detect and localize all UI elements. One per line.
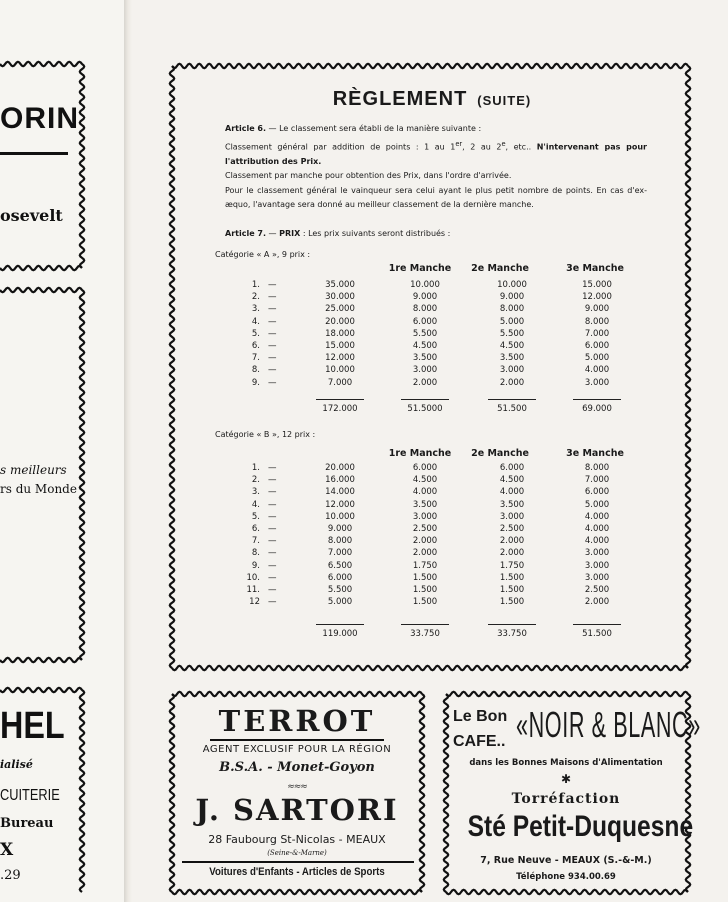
prize-total: 51.500	[497, 404, 527, 414]
prize-cell: 12.000	[582, 292, 612, 303]
prize-cell: 9.000	[499, 292, 525, 303]
prize-total: 33.750	[410, 629, 440, 639]
prize-cell: 9.000	[327, 524, 353, 534]
prize-cell: 10.000	[410, 280, 440, 290]
prize-cell: 3.500	[499, 499, 525, 510]
prize-cell: 3.000	[584, 560, 610, 571]
rank-label: 10.	[246, 572, 260, 583]
prize-total: 172.000	[322, 404, 358, 414]
left-ad-phone: .29	[0, 868, 21, 883]
left-ad-osevelt: osevelt	[0, 206, 63, 225]
prize-cell: 8.000	[584, 463, 610, 473]
prize-cell: 2.500	[412, 524, 438, 534]
rank-label: 7.	[251, 353, 260, 364]
prize-cell: 5.000	[584, 499, 610, 510]
terrot-address: 28 Faubourg St-Nicolas - MEAUX	[208, 833, 386, 846]
prize-cell: 2.000	[499, 548, 525, 559]
prize-cell: 3.500	[412, 499, 438, 510]
prize-cell: 15.000	[325, 341, 355, 351]
sum-rule	[488, 399, 536, 400]
terrot-rule-2	[182, 861, 414, 863]
prize-total: 33.750	[497, 629, 527, 639]
rank-label: 6.	[251, 524, 260, 534]
prize-cell: 1.500	[499, 597, 525, 608]
reglement-title	[175, 88, 689, 111]
prize-cell: 5.500	[499, 328, 525, 339]
prize-cell: 6.500	[327, 560, 353, 571]
prize-cell: 2.500	[584, 585, 610, 595]
prize-cell: 15.000	[582, 280, 612, 290]
manche-header: 1re Manche	[388, 263, 452, 274]
prize-cell: 5.000	[499, 316, 525, 327]
rank-label: 9.	[251, 377, 260, 388]
left-ad-ialise: ialisé	[0, 758, 33, 771]
prize-cell: 3.000	[584, 377, 610, 388]
noir-address: 7, Rue Neuve - MEAUX (S.-&-M.)	[480, 855, 652, 866]
manche-header: 3e Manche	[566, 448, 624, 459]
rank-label: 3.	[251, 304, 260, 315]
article-6-label: Article 6.	[225, 124, 267, 133]
article-6-p3: Pour le classement général le vainqueur sera celui ayant le plus petit nombre de points. En cas d'ex-æquo, l'avantage sera donné au meilleur classement de la dernière manche.	[225, 185, 647, 210]
prize-cell: 2.000	[499, 536, 525, 547]
rank-label: 9.	[251, 560, 260, 571]
prize-cell: 9.000	[584, 304, 610, 315]
rank-dash: —	[268, 597, 277, 608]
noir-cafe: CAFE..	[453, 733, 506, 750]
article-6	[215, 122, 647, 213]
terrot-brand: TERROT	[218, 704, 376, 738]
left-ad-meilleurs: s meilleurs	[0, 463, 67, 477]
prize-cell: 4.500	[499, 475, 525, 486]
noir-brand: «NOIR & BLANC»	[516, 704, 701, 745]
terrot-squiggle: ≈≈≈	[287, 782, 307, 792]
rank-dash: —	[268, 292, 277, 303]
prize-cell: 8.000	[584, 316, 610, 327]
prize-cell: 2.000	[412, 548, 438, 559]
article-6-p1c: , etc..	[505, 142, 537, 152]
left-ad-monde: rs du Monde	[0, 482, 77, 496]
rank-dash: —	[268, 560, 277, 571]
rank-label: 1.	[251, 463, 260, 473]
prize-cell: 2.500	[499, 524, 525, 534]
rank-dash: —	[268, 499, 277, 510]
rank-dash: —	[268, 548, 277, 559]
sum-rule	[573, 399, 621, 400]
rank-label: 3.	[251, 487, 260, 498]
prize-cell: 7.000	[584, 328, 610, 339]
left-ad-x: X	[0, 840, 14, 860]
manche-header: 3e Manche	[566, 263, 624, 274]
prize-cell: 1.500	[412, 597, 438, 608]
prize-cell: 4.500	[499, 341, 525, 351]
rank-dash: —	[268, 536, 277, 547]
prize-total: 69.000	[582, 404, 612, 414]
prize-cell: 18.000	[325, 328, 355, 339]
prize-cell: 6.000	[412, 316, 438, 327]
rank-dash: —	[268, 341, 277, 351]
prize-cell: 6.000	[584, 341, 610, 351]
rank-dash: —	[268, 524, 277, 534]
prize-cell: 1.750	[412, 560, 438, 571]
rank-label: 7.	[251, 536, 260, 547]
article-6-sup2: e	[501, 139, 506, 148]
left-ad-cuiterie: CUITERIE	[0, 787, 60, 804]
prize-cell: 4.000	[584, 365, 610, 376]
prize-cell: 1.500	[499, 585, 525, 595]
prize-cell: 1.500	[412, 572, 438, 583]
rank-label: 4.	[251, 316, 260, 327]
rank-dash: —	[268, 365, 277, 376]
prize-cell: 1.500	[499, 572, 525, 583]
prize-total: 51.5000	[407, 404, 443, 414]
rank-dash: —	[268, 572, 277, 583]
prize-cell: 3.000	[584, 572, 610, 583]
prize-cell: 7.000	[327, 548, 353, 559]
prize-cell: 6.000	[412, 463, 438, 473]
prize-cell: 5.500	[412, 328, 438, 339]
manche-header: 2e Manche	[471, 448, 529, 459]
prize-cell: 20.000	[325, 463, 355, 473]
rank-dash: —	[268, 304, 277, 315]
noir-dans: dans les Bonnes Maisons d'Alimentation	[469, 758, 663, 768]
star-icon: ✱	[560, 772, 572, 786]
prize-cell: 2.000	[499, 377, 525, 388]
left-border-3	[0, 688, 84, 892]
prize-cell: 4.500	[412, 341, 438, 351]
prize-total: 119.000	[322, 629, 358, 639]
prize-cell: 4.500	[412, 475, 438, 486]
prize-cell: 3.000	[499, 365, 525, 376]
sum-rule	[316, 624, 364, 625]
article-6-sup1: er	[455, 139, 463, 148]
prize-cell: 3.000	[499, 511, 525, 522]
sum-rule	[401, 399, 449, 400]
sum-rule	[401, 624, 449, 625]
rank-label: 4.	[251, 499, 260, 510]
rank-label: 5.	[251, 328, 260, 339]
rank-label: 11.	[246, 585, 260, 595]
prize-cell: 2.000	[412, 536, 438, 547]
sum-rule	[573, 624, 621, 625]
prize-cell: 20.000	[325, 316, 355, 327]
prize-cell: 1.750	[499, 560, 525, 571]
noir-le-bon: Le Bon	[453, 708, 508, 725]
rank-dash: —	[268, 585, 277, 595]
terrot-rule	[210, 739, 384, 741]
noir-torrefaction: Torréfaction	[511, 791, 621, 807]
prize-cell: 35.000	[325, 280, 355, 290]
rank-dash: —	[268, 353, 277, 364]
prize-cell: 12.000	[325, 353, 355, 364]
rank-dash: —	[268, 511, 277, 522]
rank-label: 1.	[251, 280, 260, 290]
article-6-bold: N'intervenant pas pour l'attribution des Prix.	[225, 142, 648, 166]
prize-cell: 2.000	[584, 597, 610, 608]
manche-header: 2e Manche	[471, 263, 529, 274]
left-ad-bureau: Bureau	[0, 816, 54, 831]
prize-total: 51.500	[582, 629, 612, 639]
prize-cell: 4.000	[584, 511, 610, 522]
left-ad-orin: ORIN	[0, 102, 79, 135]
title-suite: (SUITE)	[477, 93, 532, 108]
terrot-footer: Voitures d'Enfants - Articles de Sports	[209, 866, 385, 878]
prize-cell: 4.000	[412, 487, 438, 498]
rank-label: 2.	[251, 292, 260, 303]
left-ad-hel: HEL	[0, 705, 65, 747]
prize-cell: 5.500	[327, 585, 353, 595]
prize-cell: 8.000	[327, 536, 353, 547]
terrot-bsa: B.S.A. - Monet-Goyon	[219, 760, 375, 775]
rank-label: 8.	[251, 548, 260, 559]
prize-cell: 30.000	[325, 292, 355, 303]
prize-cell: 25.000	[325, 304, 355, 315]
sum-rule	[488, 624, 536, 625]
article-6-p1b: , 2 au 2	[462, 142, 502, 152]
article-6-intro: — Le classement sera établi de la manière suivante :	[266, 124, 482, 133]
prize-cell: 5.000	[327, 597, 353, 608]
prize-cell: 6.000	[327, 572, 353, 583]
noir-company: Sté Petit-Duquesne	[467, 810, 694, 843]
prize-cell: 3.000	[412, 365, 438, 376]
prize-cell: 4.000	[584, 536, 610, 547]
rank-dash: —	[268, 316, 277, 327]
prize-cell: 3.500	[412, 353, 438, 364]
category-b-label: Catégorie « B », 12 prix :	[215, 430, 316, 439]
rank-dash: —	[268, 280, 277, 290]
prize-cell: 16.000	[325, 475, 355, 486]
prize-cell: 7.000	[584, 475, 610, 486]
prize-cell: 1.500	[412, 585, 438, 595]
prize-cell: 10.000	[497, 280, 527, 290]
prize-cell: 4.000	[584, 524, 610, 534]
prize-cell: 6.000	[584, 487, 610, 498]
prize-cell: 4.000	[499, 487, 525, 498]
rank-dash: —	[268, 377, 277, 388]
prize-cell: 9.000	[412, 292, 438, 303]
rank-label: 5.	[251, 511, 260, 522]
rank-dash: —	[268, 328, 277, 339]
article-7-text: : Les prix suivants seront distribués :	[300, 229, 451, 238]
rank-dash: —	[268, 475, 277, 486]
prize-cell: 3.000	[584, 548, 610, 559]
prize-cell: 5.000	[584, 353, 610, 364]
left-border-1	[0, 62, 84, 270]
left-border-2	[0, 288, 84, 662]
noir-phone: Téléphone 934.00.69	[516, 872, 616, 882]
rank-label: 2.	[251, 475, 260, 486]
rank-label: 6.	[251, 341, 260, 351]
prize-cell: 14.000	[325, 487, 355, 498]
prize-cell: 3.000	[412, 511, 438, 522]
article-6-p1a: Classement général par addition de points : 1 au 1	[225, 142, 456, 152]
manche-header: 1re Manche	[388, 448, 452, 459]
rank-dash: —	[268, 463, 277, 473]
prize-cell: 8.000	[499, 304, 525, 315]
rank-label: 8.	[251, 365, 260, 376]
article-7-prix: PRIX	[279, 229, 301, 238]
prize-cell: 10.000	[325, 365, 355, 376]
prize-cell: 8.000	[412, 304, 438, 315]
prize-cell: 10.000	[325, 511, 355, 522]
article-7	[215, 227, 647, 242]
title-main: RÈGLEMENT	[332, 88, 468, 110]
article-7-label: Article 7.	[225, 229, 267, 238]
prize-cell: 2.000	[412, 377, 438, 388]
category-a-label: Catégorie « A », 9 prix :	[215, 250, 311, 259]
terrot-dept: (Seine-&-Marne)	[267, 849, 327, 857]
article-7-dash: —	[266, 229, 280, 238]
terrot-agent: AGENT EXCLUSIF POUR LA RÉGION	[202, 744, 392, 755]
article-6-p2: Classement par manche pour obtention des Prix, dans l'ordre d'arrivée.	[225, 171, 512, 181]
prize-cell: 7.000	[327, 377, 353, 388]
terrot-sartori: J. SARTORI	[195, 793, 399, 827]
prize-cell: 3.500	[499, 353, 525, 364]
sum-rule	[316, 399, 364, 400]
rank-dash: —	[268, 487, 277, 498]
rank-label: 12	[249, 597, 260, 608]
prize-cell: 6.000	[499, 463, 525, 473]
prize-cell: 12.000	[325, 499, 355, 510]
